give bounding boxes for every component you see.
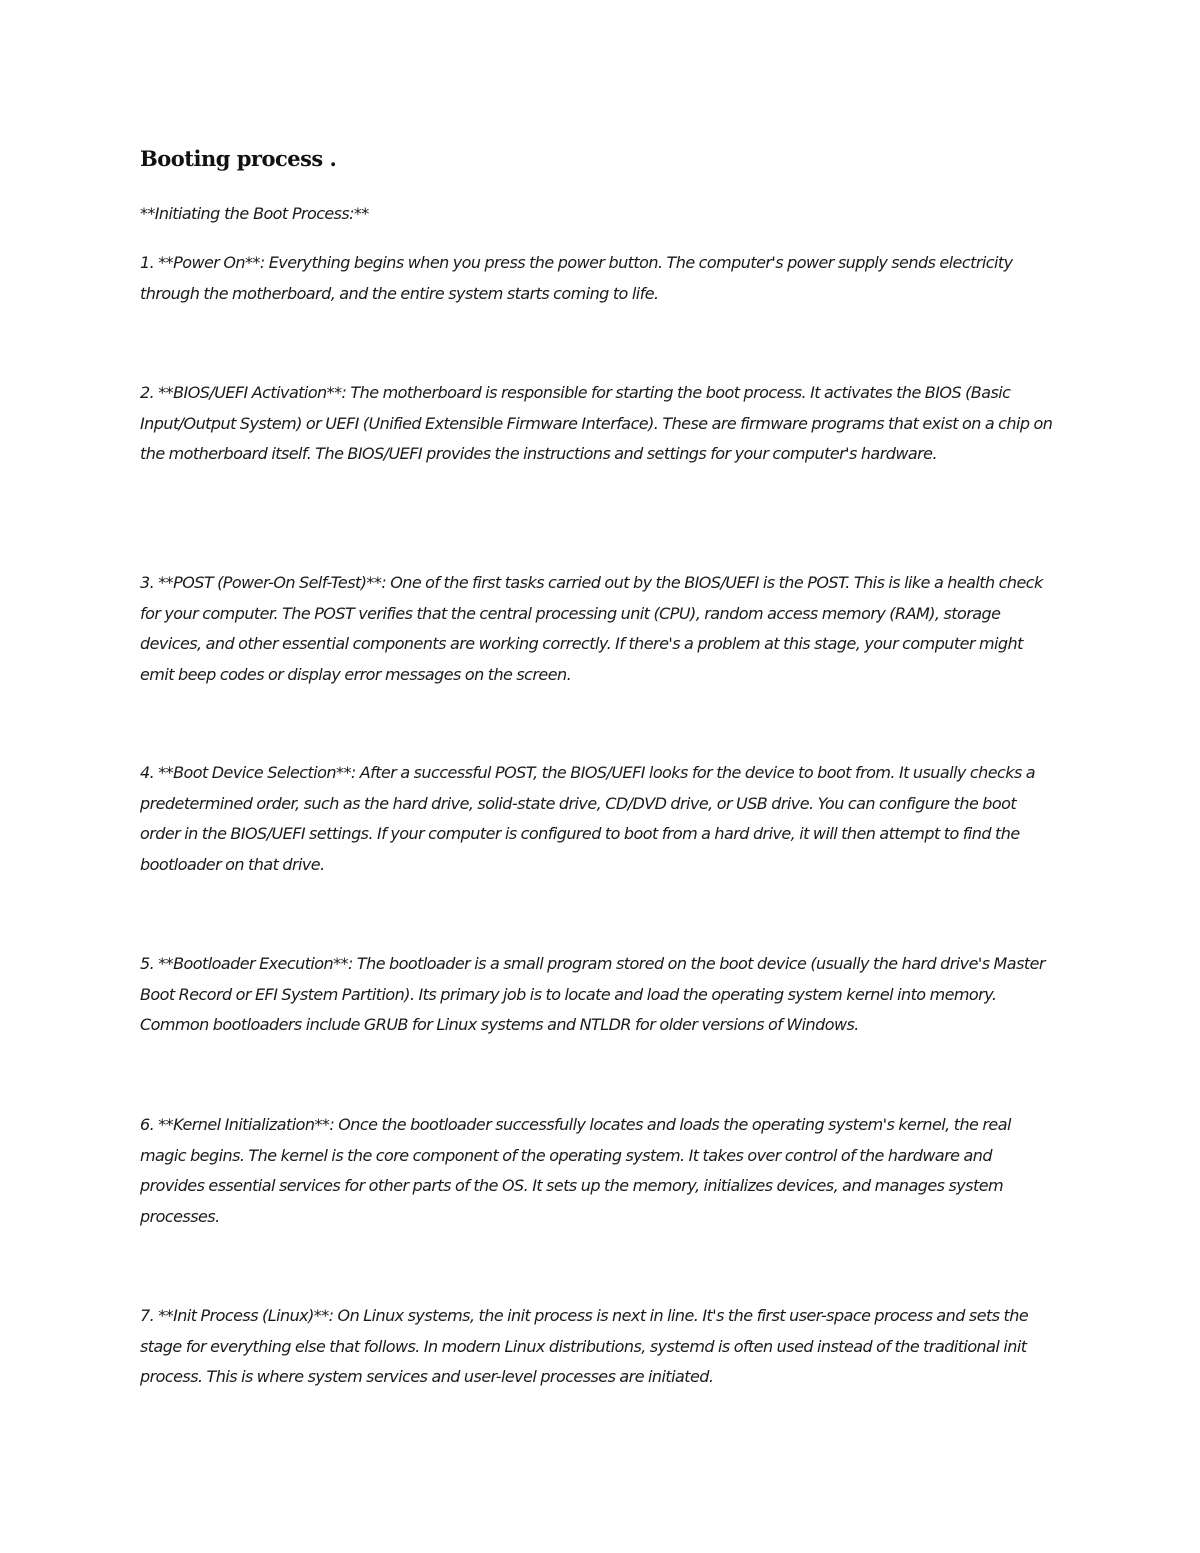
paragraph-bootloader-execution: 5. **Bootloader Execution**: The bootloader is a small program stored on the boot device (usually the hard drive's Master Boot Record or EFI System Partition). Its primary job is to locate and load the operating system kernel into memory. Common bootloaders include GRUB for Linux systems and NTLDR for older versions of Windows.: [140, 954, 1045, 1034]
paragraph-boot-device-selection: 4. **Boot Device Selection**: After a successful POST, the BIOS/UEFI looks for the device to boot from. It usually checks a predetermined order, such as the hard drive, solid-state drive, CD/DVD drive, or USB drive. You can configure the boot order in the BIOS/UEFI settings. If your computer is configured to boot from a hard drive, it will then attempt to find the bootloader on that drive.: [140, 763, 1036, 874]
paragraph-init-process: 7. **Init Process (Linux)**: On Linux systems, the init process is next in line. It's the first user-space process and sets the stage for everything else that follows. In modern Linux distributions, systemd is often used instead of the traditional init process. This is where system services and user-level processes are initiated.: [140, 1306, 1029, 1386]
paragraph-bios-uefi-activation: 2. **BIOS/UEFI Activation**: The motherboard is responsible for starting the boot process. It activates the BIOS (Basic Input/Output System) or UEFI (Unified Extensible Firmware Interface). These are firmware programs that exist on a chip on the motherboard itself. The BIOS/UEFI provides the instructions and settings for your computer's hardware.: [140, 383, 1053, 463]
section-heading: **Initiating the Boot Process:**: [140, 204, 369, 223]
paragraph-post: 3. **POST (Power-On Self-Test)**: One of the first tasks carried out by the BIOS/UEFI is the POST. This is like a health check for your computer. The POST verifies that the central processing unit (CPU), random access memory (RAM), storage devices, and other essential components are working correctly. If there's a problem at this stage, your computer might emit beep codes or display error messages on the screen.: [140, 573, 1043, 684]
document-title: Booting process .: [140, 146, 337, 171]
paragraph-power-on: 1. **Power On**: Everything begins when you press the power button. The computer's power supply sends electricity through the motherboard, and the entire system starts coming to life.: [140, 253, 1013, 303]
paragraph-kernel-initialization: 6. **Kernel Initialization**: Once the bootloader successfully locates and loads the operating system's kernel, the real magic begins. The kernel is the core component of the operating system. It takes over control of the hardware and provides essential services for other parts of the OS. It sets up the memory, initializes devices, and manages system processes.: [140, 1115, 1011, 1226]
